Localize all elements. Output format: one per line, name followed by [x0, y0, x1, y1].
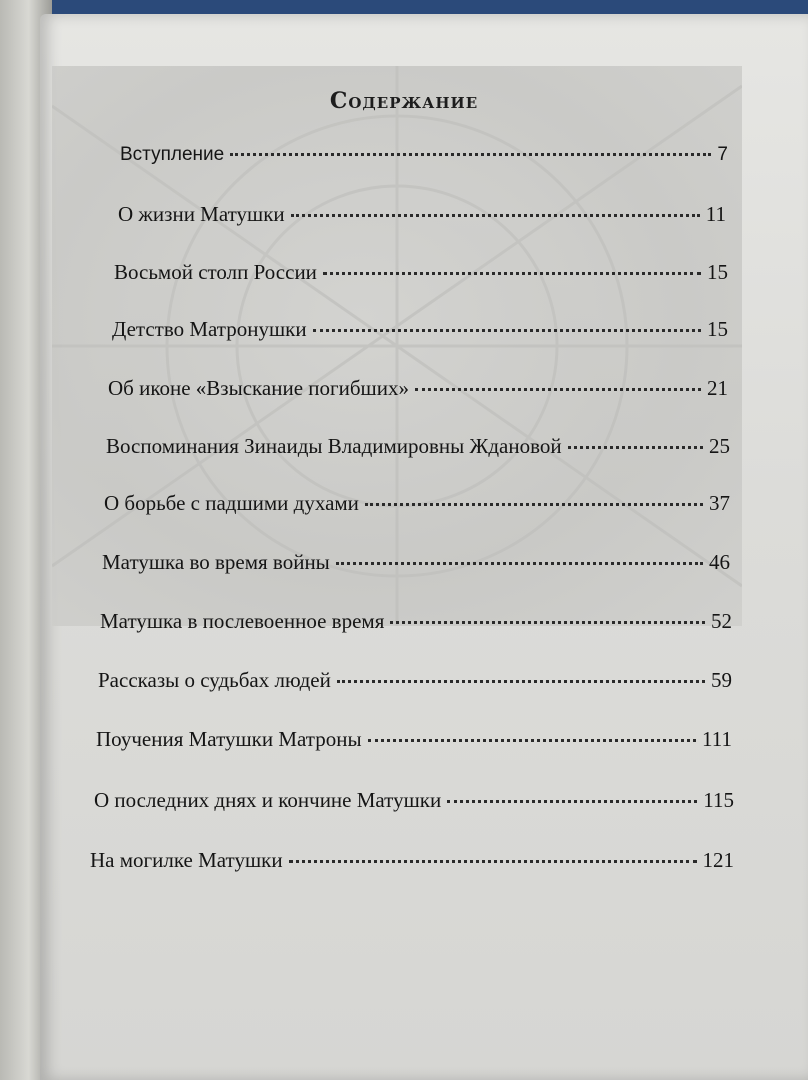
- toc-leader-dots: [313, 328, 701, 332]
- toc-entry: [108, 376, 728, 401]
- toc-entry-label: Об иконе «Взыскание погибших»: [108, 376, 409, 400]
- toc-entry-page: 37: [709, 491, 730, 515]
- toc-entry: [120, 144, 728, 166]
- toc-entry-label: Поучения Матушки Матроны: [96, 727, 362, 751]
- toc-entry-page: 15: [707, 260, 728, 284]
- toc-entry: [106, 434, 730, 459]
- toc-entry-label: Рассказы о судьбах людей: [98, 668, 331, 692]
- toc-entry: [96, 727, 732, 752]
- toc-leader-dots: [323, 271, 701, 275]
- toc-entry: [98, 668, 732, 693]
- toc-entry-label: Матушка во время войны: [102, 550, 330, 574]
- toc-entry-page: 59: [711, 668, 732, 692]
- toc-entry-label: О последних днях и кончине Матушки: [94, 788, 442, 812]
- toc-entry-label: О жизни Матушки: [118, 202, 285, 226]
- toc-entry-page: 52: [711, 609, 732, 633]
- toc-entry-page: 46: [709, 550, 730, 574]
- toc-entry: [100, 609, 732, 634]
- toc-entry-label: Детство Матронушки: [112, 317, 307, 341]
- toc-leader-dots: [568, 445, 703, 449]
- toc-entry-label: Воспоминания Зинаиды Владимировны Ждановой: [106, 434, 562, 458]
- toc-leader-dots: [289, 859, 697, 863]
- toc-entry-label: Восьмой столп России: [114, 260, 317, 284]
- page-title: Содержание: [329, 88, 479, 114]
- toc-entry: [114, 260, 728, 285]
- toc-entry: [112, 317, 728, 342]
- toc-entry-label: На могилке Матушки: [90, 848, 283, 872]
- toc-leader-dots: [368, 738, 696, 742]
- toc-leader-dots: [337, 679, 705, 683]
- toc-entry-page: 115: [703, 788, 734, 812]
- toc-leader-dots: [415, 387, 701, 391]
- toc-leader-dots: [230, 152, 711, 156]
- toc-entry: [94, 788, 734, 813]
- toc-leader-dots: [336, 561, 703, 565]
- toc-entry-label: О борьбе с падшими духами: [104, 491, 359, 515]
- toc-entry: [118, 202, 726, 227]
- toc-entry-label: Матушка в послевоенное время: [100, 609, 385, 633]
- toc-entry-page: 15: [707, 317, 728, 341]
- toc-entry-page: 111: [702, 727, 732, 751]
- toc-entry: [102, 550, 730, 575]
- toc-entry-page: 121: [702, 848, 734, 872]
- toc-entry-page: 25: [709, 434, 730, 458]
- toc-entry-page: 7: [717, 144, 728, 165]
- toc-leader-dots: [291, 213, 700, 217]
- toc-entry-page: 21: [707, 376, 728, 400]
- toc-entry: [104, 491, 730, 516]
- toc-leader-dots: [447, 799, 697, 803]
- toc-entry-label: Вступление: [120, 144, 225, 165]
- toc-leader-dots: [390, 620, 705, 624]
- toc-entry-page: 11: [705, 202, 726, 226]
- toc-entry: [90, 848, 734, 873]
- toc-leader-dots: [365, 502, 703, 506]
